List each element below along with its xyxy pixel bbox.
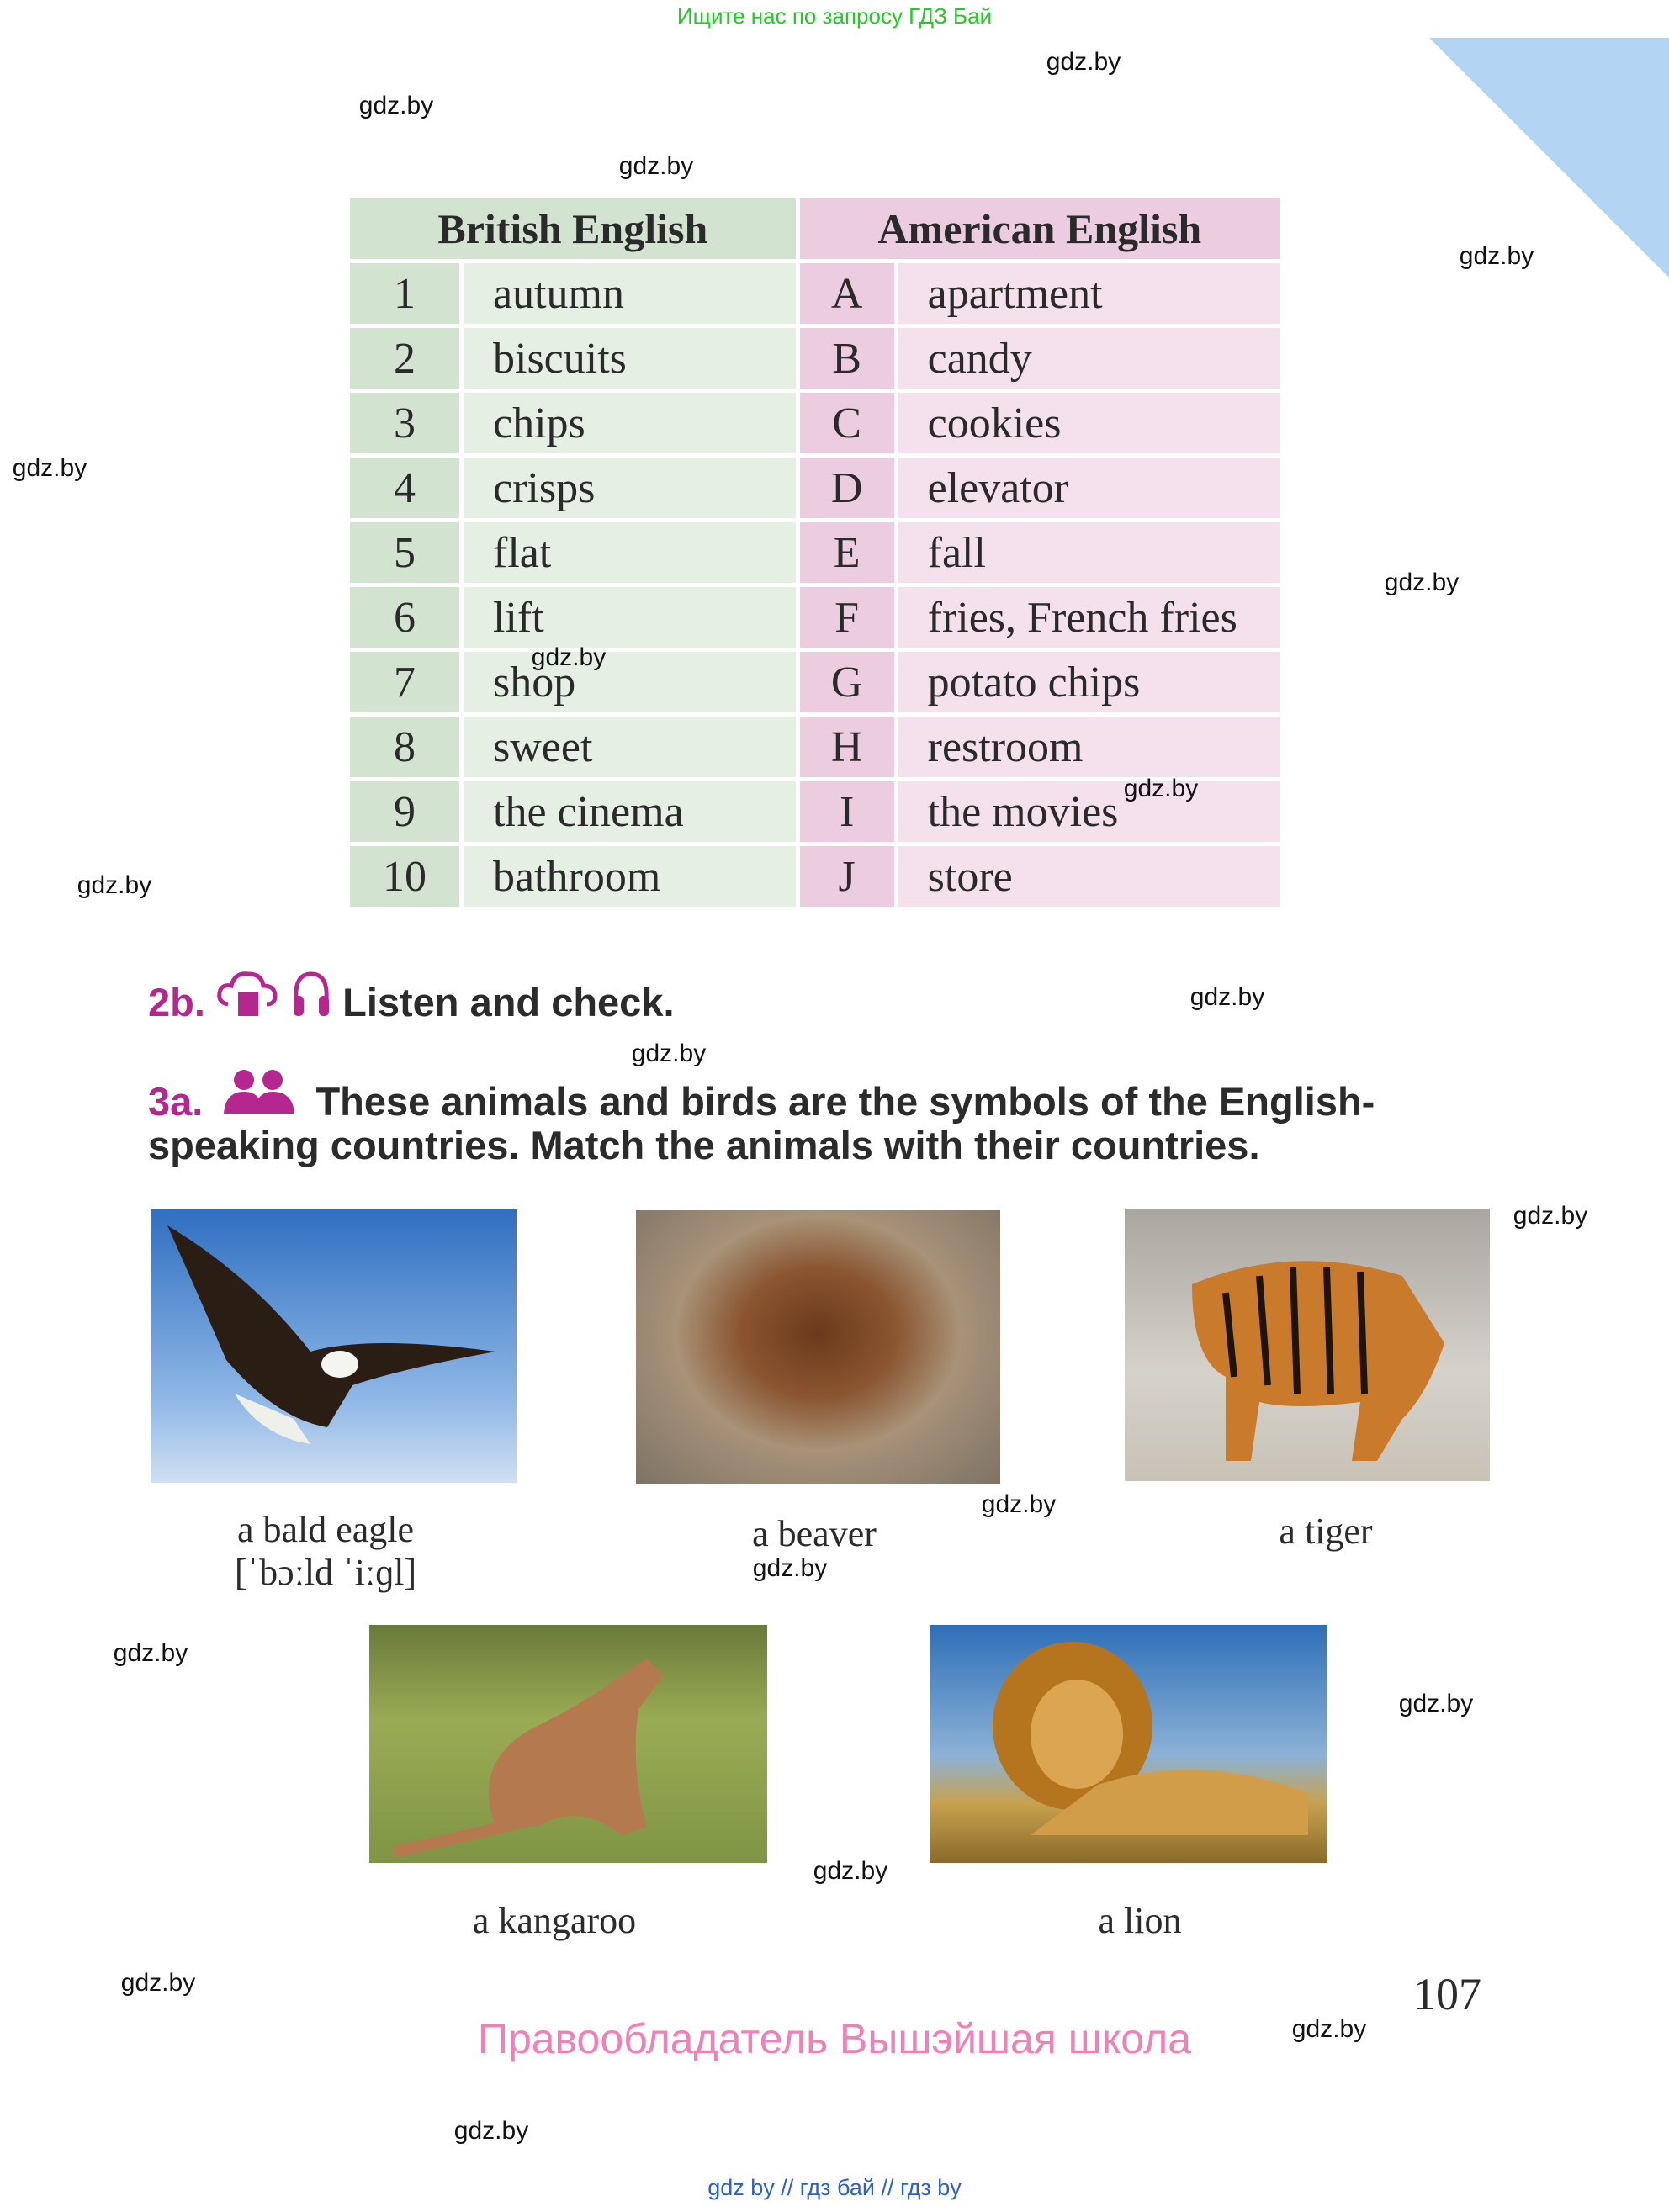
row-number: 10 xyxy=(350,846,459,907)
row-number: 8 xyxy=(350,717,459,777)
task-2b xyxy=(148,969,675,1025)
row-letter: A xyxy=(800,263,894,324)
watermark: gdz.by xyxy=(1189,983,1265,1011)
british-word: autumn xyxy=(464,263,796,324)
row-number: 5 xyxy=(350,522,459,583)
american-word: potato chips xyxy=(898,652,1280,712)
table-row xyxy=(350,328,1280,389)
watermark: gdz.by xyxy=(1291,2015,1367,2043)
search-hint: Ищите нас по запросу ГДЗ Бай xyxy=(676,3,993,29)
table-row xyxy=(350,263,1280,324)
transcription-bald-eagle: [ˈbɔːld ˈiːɡl] xyxy=(234,1552,417,1593)
row-letter: B xyxy=(800,328,894,389)
eagle-photo xyxy=(151,1209,517,1483)
american-word: candy xyxy=(898,328,1280,389)
pair-work-icon xyxy=(220,1068,298,1115)
page-number: 107 xyxy=(1413,1969,1481,2019)
watermark: gdz.by xyxy=(120,1969,196,1997)
table-row xyxy=(350,458,1280,518)
row-letter: C xyxy=(800,393,894,453)
table-row xyxy=(350,587,1280,648)
lion-photo xyxy=(930,1625,1327,1863)
table-row xyxy=(350,652,1280,712)
watermark: gdz.by xyxy=(1384,569,1460,596)
task-3a-line2: speaking countries. Match the animals with their countries. xyxy=(148,1123,1260,1167)
watermark: gdz.by xyxy=(358,92,434,119)
task-3a xyxy=(148,1068,1375,1125)
row-letter: F xyxy=(800,587,894,648)
american-word: cookies xyxy=(898,393,1280,453)
watermark: gdz.by xyxy=(1123,775,1199,802)
row-number: 7 xyxy=(350,652,459,712)
row-letter: D xyxy=(800,458,894,518)
watermark: gdz.by xyxy=(531,643,607,671)
caption-kangaroo: a kangaroo xyxy=(472,1900,637,1941)
watermark: gdz.by xyxy=(453,2117,529,2145)
watermark: gdz.by xyxy=(813,1857,888,1885)
row-letter: G xyxy=(800,652,894,712)
row-number: 3 xyxy=(350,393,459,453)
watermark: gdz.by xyxy=(1459,242,1534,270)
task-number: 2b. xyxy=(148,980,205,1024)
british-word: bathroom xyxy=(464,846,796,907)
watermark: gdz.by xyxy=(631,1040,707,1067)
watermark: gdz.by xyxy=(752,1554,828,1582)
header-american: American English xyxy=(800,198,1280,259)
table-row xyxy=(350,522,1280,583)
british-word: shop xyxy=(464,652,796,712)
caption-tiger: a tiger xyxy=(1279,1511,1373,1552)
row-number: 9 xyxy=(350,781,459,842)
vocabulary-table xyxy=(346,194,1284,911)
watermark: gdz.by xyxy=(12,454,87,482)
american-word: elevator xyxy=(898,458,1280,518)
watermark: gdz.by xyxy=(981,1490,1057,1518)
table-row xyxy=(350,717,1280,777)
british-word: biscuits xyxy=(464,328,796,389)
british-word: sweet xyxy=(464,717,796,777)
watermark: gdz.by xyxy=(77,871,152,899)
british-word: crisps xyxy=(464,458,796,518)
british-word: flat xyxy=(464,522,796,583)
row-number: 6 xyxy=(350,587,459,648)
row-letter: I xyxy=(800,781,894,842)
caption-lion: a lion xyxy=(1098,1900,1182,1941)
header-british: British English xyxy=(350,198,796,259)
task-text-line1: These animals and birds are the symbols of the English- xyxy=(315,1079,1375,1124)
copyright-holder: Правообладатель Вышэйшая школа xyxy=(478,2015,1191,2062)
watermark: gdz.by xyxy=(1513,1202,1588,1230)
watermark: gdz.by xyxy=(618,152,694,180)
american-word: apartment xyxy=(898,263,1280,324)
british-word: the cinema xyxy=(464,781,796,842)
american-word: fall xyxy=(898,522,1280,583)
british-word: lift xyxy=(464,587,796,648)
american-word: restroom xyxy=(898,717,1280,777)
task-text: Listen and check. xyxy=(342,980,675,1024)
american-word: store xyxy=(898,846,1280,907)
watermark: gdz.by xyxy=(1398,1690,1474,1717)
cloud-folder-icon xyxy=(216,969,280,1019)
caption-beaver: a beaver xyxy=(752,1513,877,1554)
footer-links[interactable]: gdz by // гдз бай // гдз by xyxy=(707,2175,962,2200)
kangaroo-photo xyxy=(369,1625,767,1863)
american-word: the movies xyxy=(898,781,1280,842)
american-word: fries, French fries xyxy=(898,587,1280,648)
task-number: 3a. xyxy=(148,1079,204,1124)
table-row xyxy=(350,393,1280,453)
row-number: 4 xyxy=(350,458,459,518)
headphones-icon xyxy=(291,969,331,1019)
watermark: gdz.by xyxy=(113,1639,188,1667)
row-number: 2 xyxy=(350,328,459,389)
tiger-photo xyxy=(1125,1209,1490,1481)
british-word: chips xyxy=(464,393,796,453)
beaver-photo xyxy=(636,1210,1000,1484)
row-letter: E xyxy=(800,522,894,583)
row-number: 1 xyxy=(350,263,459,324)
table-row xyxy=(350,846,1280,907)
watermark: gdz.by xyxy=(1046,48,1121,76)
row-letter: H xyxy=(800,717,894,777)
caption-bald-eagle: a bald eagle xyxy=(236,1509,415,1550)
row-letter: J xyxy=(800,846,894,907)
